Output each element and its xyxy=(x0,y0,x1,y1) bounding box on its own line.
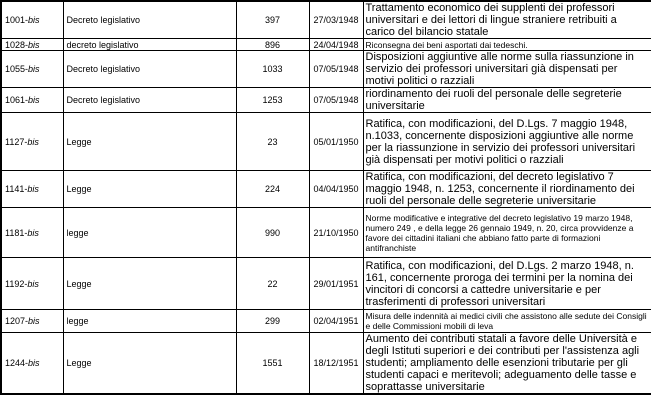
table-row xyxy=(1,258,651,310)
law-type: legge xyxy=(63,310,236,333)
law-type: Legge xyxy=(63,171,236,208)
law-nr: 896 xyxy=(236,39,309,51)
law-type: legge xyxy=(63,208,236,258)
law-number: 1001-bis xyxy=(1,1,63,39)
law-date: 07/05/1948 xyxy=(309,88,363,113)
law-nr: 224 xyxy=(236,171,309,208)
table-row xyxy=(1,1,651,39)
law-description: Trattamento economico dei supplenti dei professori universitari e dei lettori di lingue straniere retribuiti a carico del bilancio statale xyxy=(363,1,651,39)
table-row xyxy=(1,333,651,395)
law-type: Legge xyxy=(63,258,236,310)
law-description: Disposizioni aggiuntive alle norme sulla riassunzione in servizio dei professori universitari già dispensati per motivi politici o razziali xyxy=(363,51,651,88)
law-date: 07/05/1948 xyxy=(309,51,363,88)
law-description: riordinamento dei ruoli del personale delle segreterie universitarie xyxy=(363,88,651,113)
law-date: 02/04/1951 xyxy=(309,310,363,333)
law-number: 1061-bis xyxy=(1,88,63,113)
law-date: 24/04/1948 xyxy=(309,39,363,51)
table-row xyxy=(1,208,651,258)
law-date: 05/01/1950 xyxy=(309,113,363,171)
law-type: decreto legislativo xyxy=(63,39,236,51)
law-nr: 1033 xyxy=(236,51,309,88)
law-description: Misura delle indennità ai medici civili che assistono alle sedute dei Consigli e delle Commissioni mobili di leva xyxy=(363,310,651,333)
law-description: Ratifica, con modificazioni, del decreto legislativo 7 maggio 1948, n. 1253, concernente il riordinamento dei ruoli del personale delle segreterie universitarie xyxy=(363,171,651,208)
table-row xyxy=(1,88,651,113)
law-nr: 1551 xyxy=(236,333,309,395)
law-nr: 1253 xyxy=(236,88,309,113)
law-type: Legge xyxy=(63,113,236,171)
law-number: 1244-bis xyxy=(1,333,63,395)
law-description: Riconsegna dei beni asportati dai tedeschi. xyxy=(363,39,651,51)
table-row xyxy=(1,113,651,171)
law-date: 21/10/1950 xyxy=(309,208,363,258)
law-date: 04/04/1950 xyxy=(309,171,363,208)
law-nr: 397 xyxy=(236,1,309,39)
law-number: 1028-bis xyxy=(1,39,63,51)
law-number: 1127-bis xyxy=(1,113,63,171)
law-nr: 23 xyxy=(236,113,309,171)
law-number: 1192-bis xyxy=(1,258,63,310)
law-description: Ratifica, con modificazioni, del D.Lgs. 7 maggio 1948, n.1033, concernente disposizioni aggiuntive alle norme per la riassunzione in servizio dei professori universitari già dispensati per motivi politici o razziali xyxy=(363,113,651,171)
law-date: 27/03/1948 xyxy=(309,1,363,39)
table-row xyxy=(1,51,651,88)
law-nr: 22 xyxy=(236,258,309,310)
law-description: Ratifica, con modificazioni, del D.Lgs. 2 marzo 1948, n. 161, concernente proroga dei termini per la nomina dei vincitori di concorsi a cattedre universitarie e per trasferimenti di professori universitari xyxy=(363,258,651,310)
law-description: Aumento dei contributi statali a favore delle Università e degli Istituti superiori e dei contributi per l'assistenza agli studenti; ampliamento delle esenzioni tributarie per gli studenti capaci e meritevoli; adeguamento delle tasse e soprattasse universitarie xyxy=(363,333,651,395)
table-row xyxy=(1,310,651,333)
law-type: Decreto legislativo xyxy=(63,88,236,113)
law-number: 1207-bis xyxy=(1,310,63,333)
law-nr: 299 xyxy=(236,310,309,333)
law-number: 1181-bis xyxy=(1,208,63,258)
law-description: Norme modificative e integrative del decreto legislativo 19 marzo 1948, numero 249 , e della legge 26 gennaio 1949, n. 20, circa provvidenze a favore dei cittadini italiani che abbiano fatto parte di formazioni antifranchiste xyxy=(363,208,651,258)
law-date: 29/01/1951 xyxy=(309,258,363,310)
law-nr: 990 xyxy=(236,208,309,258)
table-row xyxy=(1,39,651,51)
law-number: 1055-bis xyxy=(1,51,63,88)
law-number: 1141-bis xyxy=(1,171,63,208)
law-type: Decreto legislativo xyxy=(63,1,236,39)
law-type: Decreto legislativo xyxy=(63,51,236,88)
table-row xyxy=(1,171,651,208)
law-type: Legge xyxy=(63,333,236,395)
law-date: 18/12/1951 xyxy=(309,333,363,395)
